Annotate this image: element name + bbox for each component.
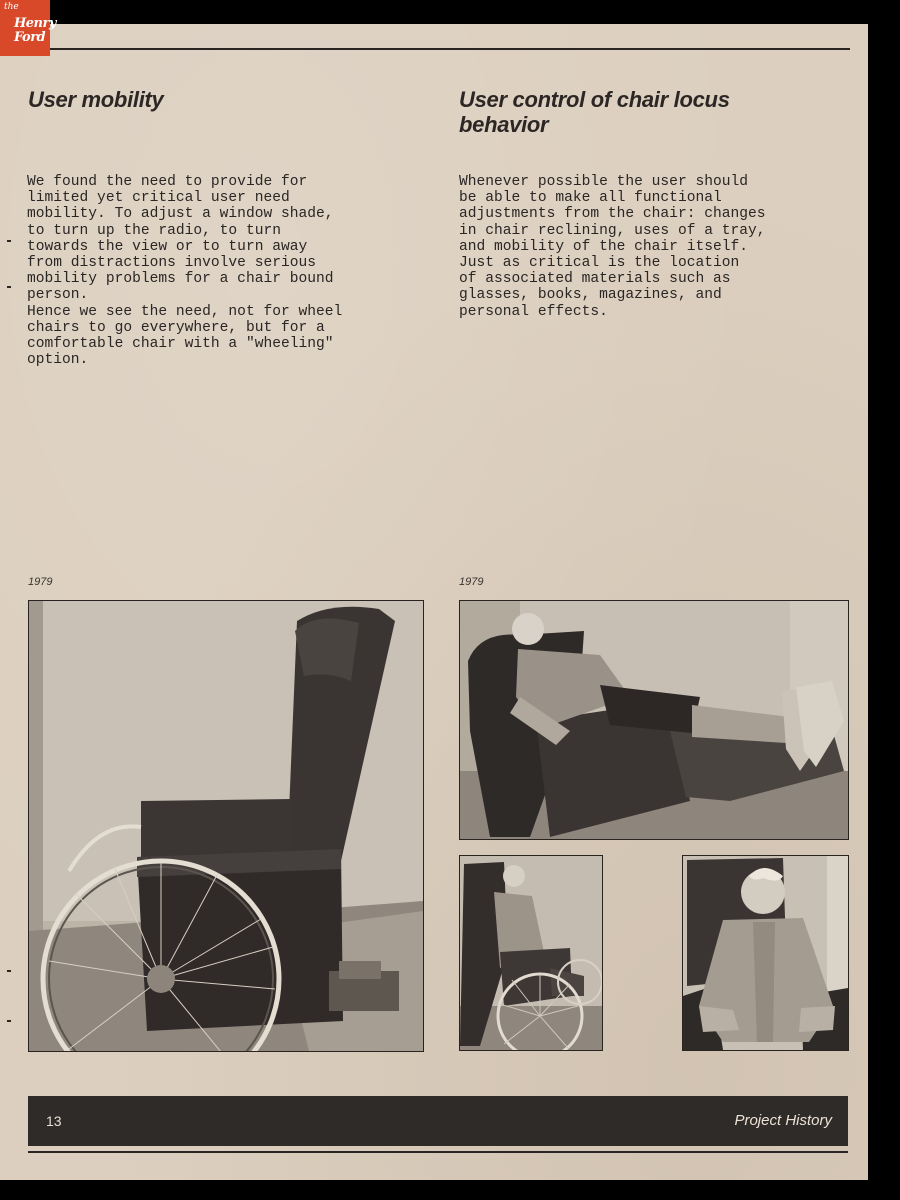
page-number: 13 — [46, 1113, 62, 1129]
left-body-text: We found the need to provide for limited yet critical user need mobility. To adjust a window shade, to turn up the radio, to turn towards the view or to turn away from distractions involve serious mobility problems for a chair bound person. Hence we see the need, not for wheel chairs to go everywhere, but for a comfortable chair with a "wheeling" option. — [27, 174, 343, 369]
margin-mark — [7, 240, 11, 242]
right-heading-line-1: User control of chair locus — [459, 87, 730, 112]
margin-mark — [7, 970, 11, 972]
right-heading-line-2: behavior — [459, 112, 549, 137]
photo-user-wheeling — [459, 855, 603, 1051]
left-heading: User mobility — [28, 87, 164, 112]
section-title: Project History — [734, 1112, 832, 1129]
right-body-text: Whenever possible the user should be able to make all functional adjustments from the chair: changes in chair reclining, uses of a tray, and mobility of the chair itself. Just as critical is the location of associated materials such as glasses, books, magazines, and personal effects. — [459, 174, 766, 320]
logo-text-ford: Ford — [14, 30, 46, 45]
document-page — [0, 24, 868, 1180]
footer-bar — [28, 1096, 848, 1146]
henry-ford-logo — [0, 0, 56, 56]
photo-user-reclining — [459, 600, 849, 840]
photo-wheeled-chair — [28, 600, 424, 1052]
margin-mark — [7, 1020, 11, 1022]
photo-user-seated — [682, 855, 849, 1051]
right-heading — [459, 87, 730, 137]
margin-mark — [7, 286, 11, 288]
logo-text-henry: Henry — [14, 16, 56, 31]
left-photo-year: 1979 — [28, 576, 53, 588]
right-photo-year: 1979 — [459, 576, 484, 588]
top-rule — [28, 48, 850, 50]
bottom-rule — [28, 1151, 848, 1153]
logo-text-the: the — [4, 2, 19, 12]
